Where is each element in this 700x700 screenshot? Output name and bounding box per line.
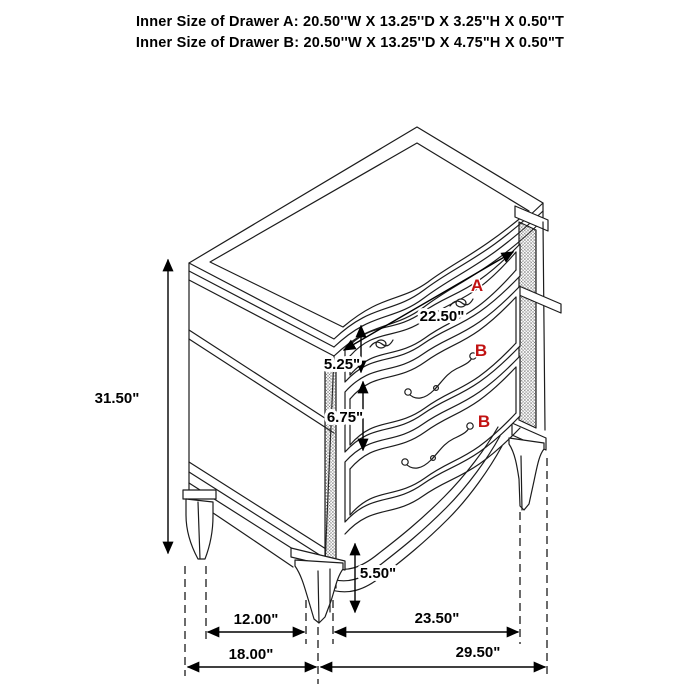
drawer-a-letter: A bbox=[470, 276, 484, 295]
front-left-pilaster bbox=[325, 362, 336, 588]
front-right-leg bbox=[509, 438, 544, 510]
drawer-b-middle-letter: B bbox=[474, 341, 488, 360]
front-center-leg bbox=[291, 548, 345, 623]
inner-size-note-drawer-b: Inner Size of Drawer B: 20.50''W X 13.25''D X 4.75"H X 0.50"T bbox=[135, 35, 565, 51]
drawer-a-height-label: 5.25" bbox=[323, 356, 361, 373]
nightstand-drawing bbox=[183, 127, 561, 623]
drawer-b-bottom-letter: B bbox=[477, 412, 491, 431]
front-width-label: 18.00" bbox=[228, 646, 274, 663]
overall-height-label: 31.50" bbox=[94, 390, 140, 407]
side-leg-spacing-label: 23.50" bbox=[414, 610, 460, 627]
leg-height-label: 5.50" bbox=[359, 565, 397, 582]
back-left-leg bbox=[183, 490, 216, 559]
front-leg-spacing-label: 12.00" bbox=[233, 611, 279, 628]
drawer-b-height-label: 6.75" bbox=[326, 409, 364, 426]
inner-size-note-drawer-a: Inner Size of Drawer A: 20.50''W X 13.25''D X 3.25''H X 0.50''T bbox=[135, 14, 565, 30]
side-upper-molding-2 bbox=[189, 339, 334, 433]
side-depth-label: 29.50" bbox=[455, 644, 501, 661]
case-right-edge bbox=[543, 222, 545, 430]
right-pilaster bbox=[519, 222, 536, 428]
top-diagonal-label: 22.50" bbox=[419, 308, 465, 325]
